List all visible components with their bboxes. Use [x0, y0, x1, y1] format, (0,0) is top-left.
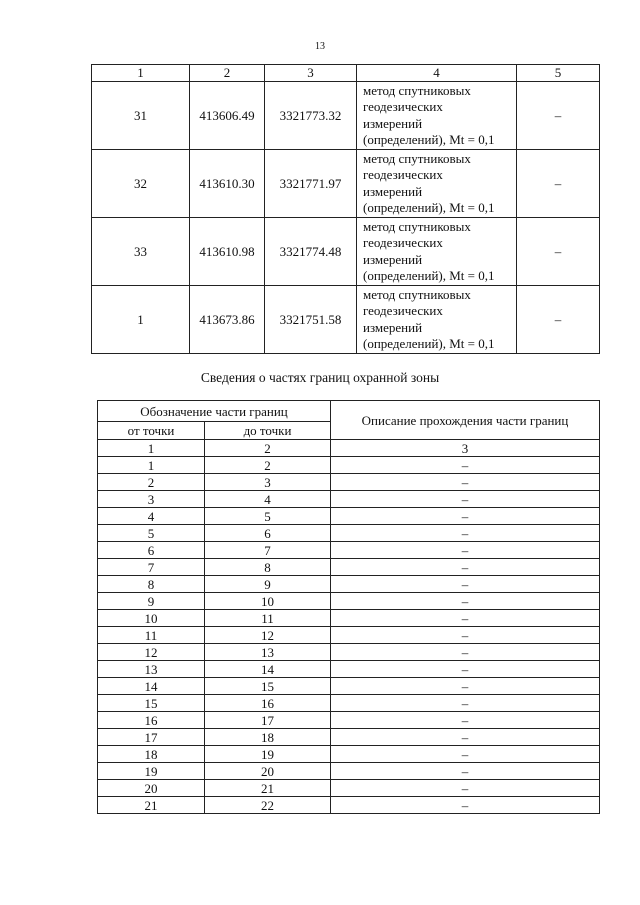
to-point-cell: 19	[205, 746, 331, 763]
to-point-cell: 18	[205, 729, 331, 746]
to-point-cell: 14	[205, 661, 331, 678]
table-row	[92, 82, 600, 150]
table-row	[98, 559, 600, 576]
description-cell: –	[331, 576, 600, 593]
column-number-cell: 3	[331, 440, 600, 457]
method-line: геодезических	[363, 99, 443, 114]
from-point-cell: 13	[98, 661, 205, 678]
table-row	[98, 678, 600, 695]
to-point-cell: 20	[205, 763, 331, 780]
to-point-cell: 2	[205, 457, 331, 474]
to-point-cell: 22	[205, 797, 331, 814]
from-point-cell: 10	[98, 610, 205, 627]
description-cell: –	[331, 729, 600, 746]
coordinate-x-cell: 413610.98	[190, 218, 265, 286]
table-row	[98, 508, 600, 525]
description-cell: –	[331, 457, 600, 474]
note-cell: –	[517, 286, 600, 354]
table-row	[98, 797, 600, 814]
header-to-point: до точки	[205, 422, 331, 440]
from-point-cell: 2	[98, 474, 205, 491]
page-number: 13	[315, 41, 325, 52]
description-cell: –	[331, 491, 600, 508]
method-line: геодезических	[363, 303, 443, 318]
table-row	[98, 542, 600, 559]
from-point-cell: 19	[98, 763, 205, 780]
from-point-cell: 3	[98, 491, 205, 508]
border-parts-table	[97, 400, 600, 814]
header-part-designation: Обозначение части границ	[98, 401, 331, 422]
from-point-cell: 18	[98, 746, 205, 763]
coordinate-y-cell: 3321773.32	[265, 82, 357, 150]
description-cell: –	[331, 644, 600, 661]
description-cell: –	[331, 508, 600, 525]
to-point-cell: 6	[205, 525, 331, 542]
description-cell: –	[331, 542, 600, 559]
column-number-cell: 2	[190, 65, 265, 82]
description-cell: –	[331, 797, 600, 814]
to-point-cell: 3	[205, 474, 331, 491]
coordinate-x-cell: 413673.86	[190, 286, 265, 354]
from-point-cell: 9	[98, 593, 205, 610]
method-line: измерений	[363, 115, 423, 131]
table-row	[98, 644, 600, 661]
description-cell: –	[331, 763, 600, 780]
method-line: (определений), Mt = 0,1	[363, 200, 495, 215]
coordinate-x-cell: 413606.49	[190, 82, 265, 150]
to-point-cell: 17	[205, 712, 331, 729]
from-point-cell: 7	[98, 559, 205, 576]
to-point-cell: 7	[205, 542, 331, 559]
coordinate-y-cell: 3321751.58	[265, 286, 357, 354]
table-row	[98, 474, 600, 491]
table-row	[98, 576, 600, 593]
description-cell: –	[331, 610, 600, 627]
method-cell	[357, 218, 517, 286]
point-number-cell: 1	[92, 286, 190, 354]
from-point-cell: 5	[98, 525, 205, 542]
to-point-cell: 8	[205, 559, 331, 576]
table-row	[98, 627, 600, 644]
column-number-cell: 4	[357, 65, 517, 82]
description-cell: –	[331, 712, 600, 729]
method-line: (определений), Mt = 0,1	[363, 336, 495, 351]
point-number-cell: 32	[92, 150, 190, 218]
table-row	[98, 712, 600, 729]
from-point-cell: 1	[98, 457, 205, 474]
to-point-cell: 15	[205, 678, 331, 695]
method-cell	[357, 82, 517, 150]
note-cell: –	[517, 150, 600, 218]
method-line: метод спутниковых	[363, 82, 471, 98]
note-cell: –	[517, 82, 600, 150]
from-point-cell: 12	[98, 644, 205, 661]
description-cell: –	[331, 525, 600, 542]
to-point-cell: 21	[205, 780, 331, 797]
table-row	[98, 610, 600, 627]
description-cell: –	[331, 678, 600, 695]
from-point-cell: 6	[98, 542, 205, 559]
from-point-cell: 21	[98, 797, 205, 814]
table-row	[98, 746, 600, 763]
from-point-cell: 8	[98, 576, 205, 593]
section-title: Сведения о частях границ охранной зоны	[200, 370, 440, 385]
to-point-cell: 9	[205, 576, 331, 593]
table-row	[98, 695, 600, 712]
description-cell: –	[331, 661, 600, 678]
method-line: измерений	[363, 183, 423, 199]
description-cell: –	[331, 593, 600, 610]
table-row	[98, 457, 600, 474]
column-number-cell: 2	[205, 440, 331, 457]
method-line: метод спутниковых	[363, 286, 471, 302]
from-point-cell: 17	[98, 729, 205, 746]
to-point-cell: 12	[205, 627, 331, 644]
coordinate-x-cell: 413610.30	[190, 150, 265, 218]
method-line: измерений	[363, 251, 423, 267]
coordinate-y-cell: 3321771.97	[265, 150, 357, 218]
table-row	[98, 763, 600, 780]
from-point-cell: 16	[98, 712, 205, 729]
description-cell: –	[331, 474, 600, 491]
method-line: измерений	[363, 319, 423, 335]
table-row	[98, 491, 600, 508]
point-number-cell: 33	[92, 218, 190, 286]
header-from-point: от точки	[98, 422, 205, 440]
from-point-cell: 20	[98, 780, 205, 797]
method-cell	[357, 286, 517, 354]
description-cell: –	[331, 559, 600, 576]
column-number-cell: 1	[98, 440, 205, 457]
table-row	[92, 150, 600, 218]
description-cell: –	[331, 780, 600, 797]
method-line: геодезических	[363, 235, 443, 250]
to-point-cell: 11	[205, 610, 331, 627]
table-row	[98, 729, 600, 746]
description-cell: –	[331, 695, 600, 712]
description-cell: –	[331, 746, 600, 763]
method-line: метод спутниковых	[363, 150, 471, 166]
table-row	[98, 780, 600, 797]
header-description: Описание прохождения части границ	[331, 401, 600, 440]
from-point-cell: 14	[98, 678, 205, 695]
to-point-cell: 16	[205, 695, 331, 712]
column-number-cell: 3	[265, 65, 357, 82]
column-number-row	[92, 65, 600, 82]
to-point-cell: 4	[205, 491, 331, 508]
to-point-cell: 5	[205, 508, 331, 525]
to-point-cell: 13	[205, 644, 331, 661]
point-number-cell: 31	[92, 82, 190, 150]
from-point-cell: 15	[98, 695, 205, 712]
to-point-cell: 10	[205, 593, 331, 610]
from-point-cell: 4	[98, 508, 205, 525]
table-row	[98, 661, 600, 678]
coordinate-y-cell: 3321774.48	[265, 218, 357, 286]
method-cell	[357, 150, 517, 218]
method-line: метод спутниковых	[363, 218, 471, 234]
column-number-row	[98, 440, 600, 457]
column-number-cell: 1	[92, 65, 190, 82]
method-line: геодезических	[363, 167, 443, 182]
table-row	[92, 286, 600, 354]
method-line: (определений), Mt = 0,1	[363, 132, 495, 147]
table-row	[98, 525, 600, 542]
coordinates-table	[91, 64, 600, 354]
from-point-cell: 11	[98, 627, 205, 644]
method-line: (определений), Mt = 0,1	[363, 268, 495, 283]
note-cell: –	[517, 218, 600, 286]
table-row	[98, 593, 600, 610]
description-cell: –	[331, 627, 600, 644]
column-number-cell: 5	[517, 65, 600, 82]
table-row	[92, 218, 600, 286]
